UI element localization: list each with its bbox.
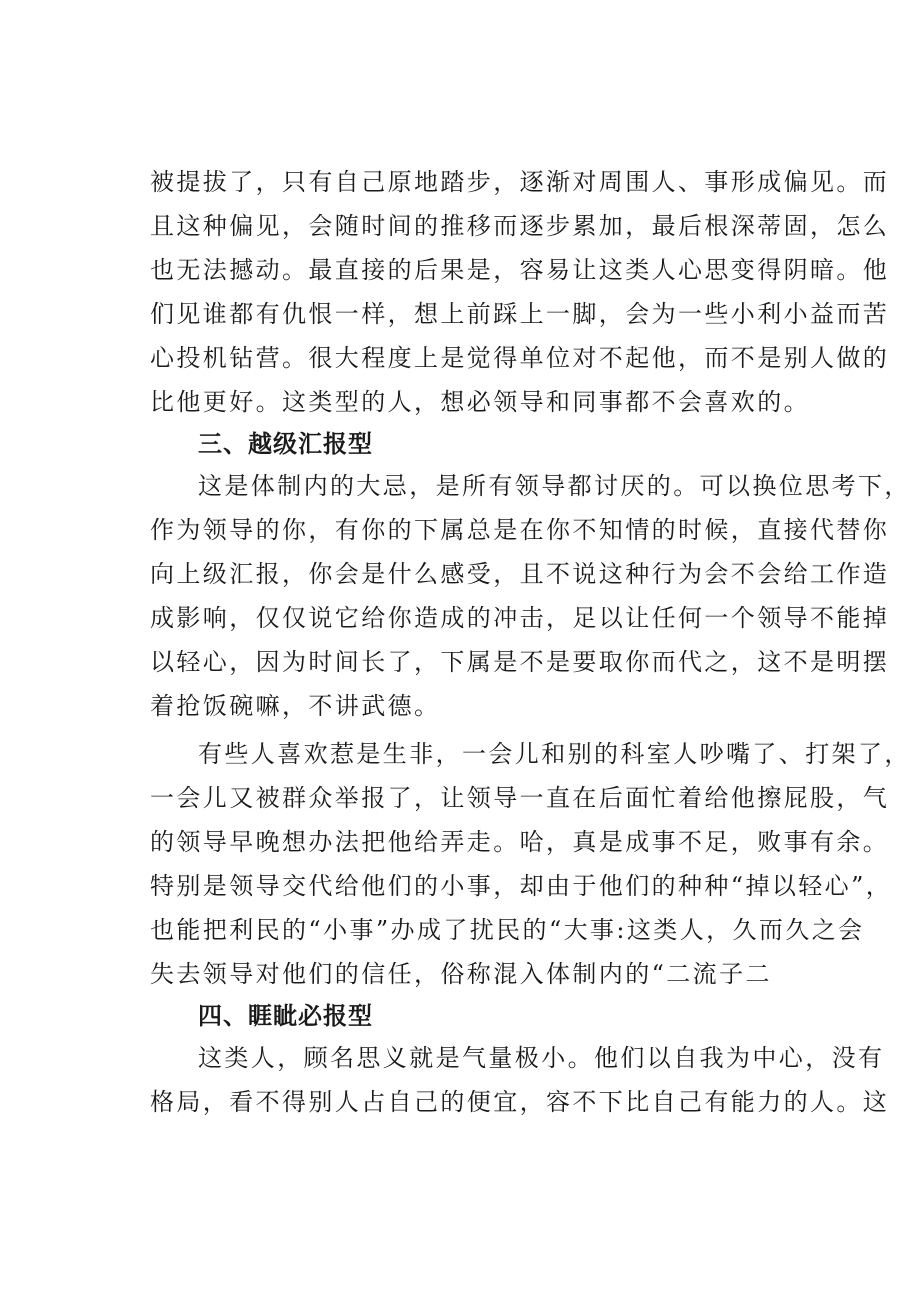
paragraph-line: 的领导早晚想办法把他给弄走。哈，真是成事不足，败事有余。 — [150, 828, 890, 856]
paragraph-line: 心投机钻营。很大程度上是觉得单位对不起他，而不是别人做的 — [150, 344, 890, 372]
paragraph-line: 被提拔了，只有自己原地踏步，逐渐对周围人、事形成偏见。而 — [150, 168, 890, 196]
paragraph-line: 比他更好。这类型的人，想必领导和同事都不会喜欢的。 — [150, 388, 810, 416]
paragraph-line: 格局，看不得别人占自己的便宜，容不下比自己有能力的人。这 — [150, 1088, 890, 1116]
paragraph-line: 这是体制内的大忌，是所有领导都讨厌的。可以换位思考下， — [198, 472, 911, 500]
paragraph-line: 也能把利民的“小事”办成了扰民的“大事:这类人，久而久之会 — [150, 916, 865, 944]
paragraph-line: 着抢饭碗嘛，不讲武德。 — [150, 692, 441, 720]
paragraph-line: 这类人，顾名思义就是气量极小。他们以自我为中心，没有 — [198, 1044, 885, 1072]
section-heading-4: 四、睚眦必报型 — [198, 1002, 373, 1030]
paragraph-line: 一会儿又被群众举报了，让领导一直在后面忙着给他擦屁股，气 — [150, 784, 890, 812]
paragraph-line: 且这种偏见，会随时间的推移而逐步累加，最后根深蒂固，怎么 — [150, 212, 890, 240]
paragraph-line: 成影响，仅仅说它给你造成的冲击，足以让任何一个领导不能掉 — [150, 604, 890, 632]
paragraph-line: 作为领导的你，有你的下属总是在你不知情的时候，直接代替你 — [150, 516, 890, 544]
paragraph-line: 特别是领导交代给他们的小事，却由于他们的种种“掉以轻心”， — [150, 872, 893, 900]
paragraph-line: 们见谁都有仇恨一样，想上前踩上一脚，会为一些小利小益而苦 — [150, 300, 890, 328]
paragraph-line: 也无法撼动。最直接的后果是，容易让这类人心思变得阴暗。他 — [150, 256, 890, 284]
paragraph-line: 有些人喜欢惹是生非，一会儿和别的科室人吵嘴了、打架了， — [198, 740, 911, 768]
section-heading-3: 三、越级汇报型 — [198, 430, 373, 458]
paragraph-line: 向上级汇报，你会是什么感受，且不说这种行为会不会给工作造 — [150, 560, 890, 588]
paragraph-line: 失去领导对他们的信任，俗称混入体制内的“二流子二 — [150, 960, 772, 988]
paragraph-line: 以轻心，因为时间长了，下属是不是要取你而代之，这不是明摆 — [150, 648, 890, 676]
